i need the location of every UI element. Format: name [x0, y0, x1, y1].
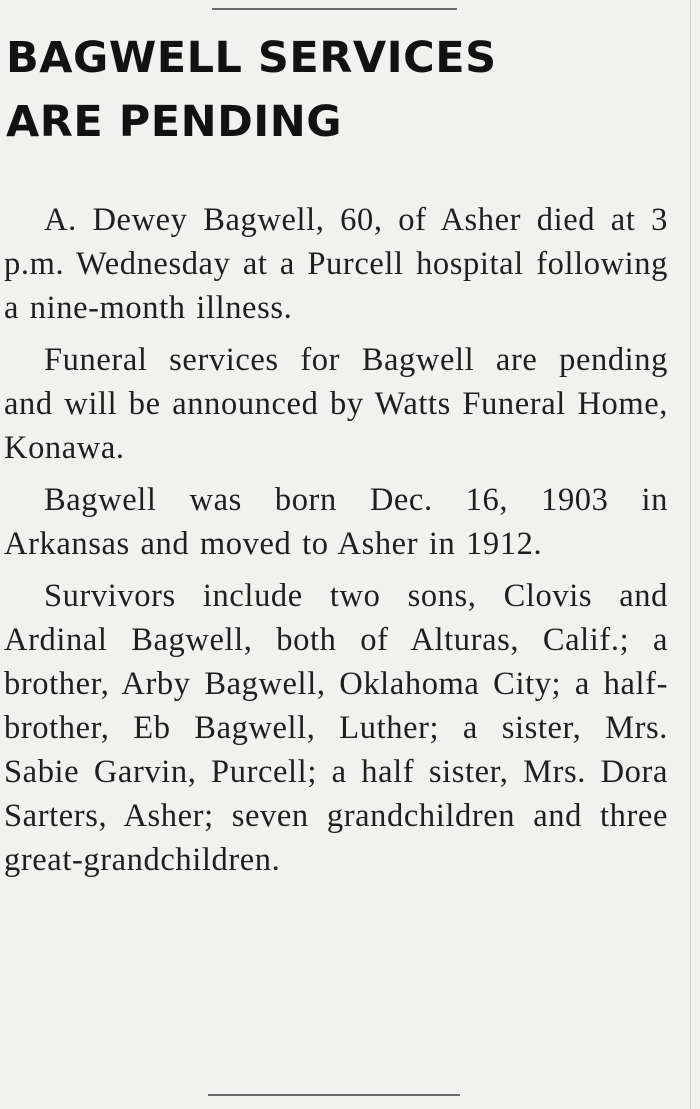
- bottom-divider: [208, 1094, 460, 1096]
- article-headline: BAGWELL SERVICES ARE PENDING: [6, 33, 497, 147]
- paragraph-birth: Bagwell was born Dec. 16, 1903 in Arkansas and moved to Asher in 1912.: [4, 482, 668, 562]
- top-divider: [212, 8, 457, 10]
- paragraph-death-notice: A. Dewey Bagwell, 60, of Asher died at 3 p.m. Wednesday at a Purcell hospital following a nine-month illness.: [4, 202, 668, 326]
- paragraph-survivors: Survivors include two sons, Clovis and Ardinal Bagwell, both of Alturas, Calif.; a brother, Arby Bagwell, Oklahoma City; a half-brother, Eb Bagwell, Luther; a sister, Mrs. Sabie Garvin, Purcell; a half sister, Mrs. Dora Sarters, Asher; seven grandchildren and three great-grandchildren.: [4, 578, 668, 878]
- column-edge-line: [690, 0, 691, 1109]
- article-body: [4, 198, 668, 890]
- paragraph-funeral-services: Funeral services for Bagwell are pending and will be announced by Watts Funeral Home, Konawa.: [4, 342, 668, 466]
